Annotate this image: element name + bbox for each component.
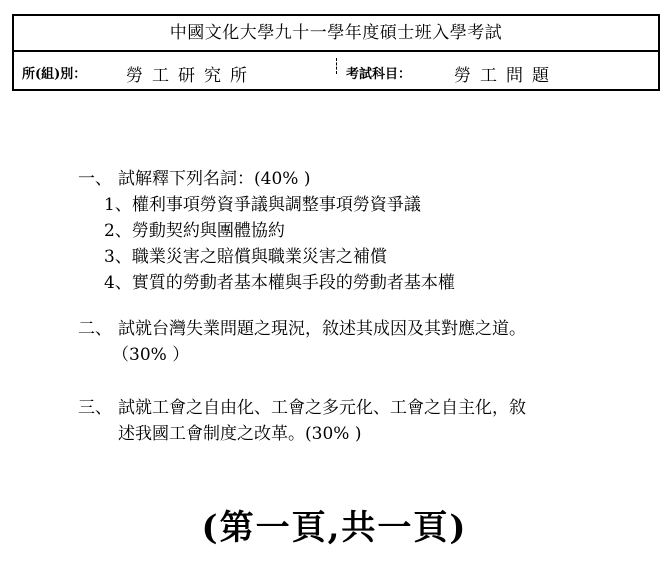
- subject-value: 勞工問題: [454, 66, 558, 86]
- question-1-item-1: 1、權利事項勞資爭議與調整事項勞資爭議: [104, 195, 421, 215]
- question-1-item-2: 2、勞動契約與團體協約: [104, 221, 285, 241]
- page-footer: (第一頁,共一頁): [201, 508, 468, 548]
- exam-info-row: [14, 52, 658, 91]
- question-text: 試解釋下列名詞：(40% ): [118, 169, 311, 189]
- question-text: 試就工會之自由化、工會之多元化、工會之自主化，敘: [118, 398, 526, 418]
- question-1-item-3: 3、職業災害之賠償與職業災害之補償: [104, 247, 387, 267]
- subject-label: 考試科目：: [346, 67, 412, 82]
- question-3-continuation: 述我國工會制度之改革。(30% ): [118, 424, 362, 444]
- exam-header: [12, 14, 660, 91]
- question-text: 試就台灣失業問題之現況，敘述其成因及其對應之道。: [118, 319, 526, 339]
- question-number: 一、: [78, 169, 112, 189]
- exam-title: 中國文化大學九十一學年度碩士班入學考試: [14, 16, 658, 52]
- department-label: 所(組)別：: [22, 67, 87, 82]
- question-number: 二、: [78, 319, 112, 339]
- column-divider: [336, 58, 337, 74]
- department-value: 勞工研究所: [126, 66, 256, 86]
- question-number: 三、: [78, 398, 112, 418]
- question-2-continuation: （30% ）: [112, 345, 190, 365]
- question-1-item-4: 4、實質的勞動者基本權與手段的勞動者基本權: [104, 273, 455, 293]
